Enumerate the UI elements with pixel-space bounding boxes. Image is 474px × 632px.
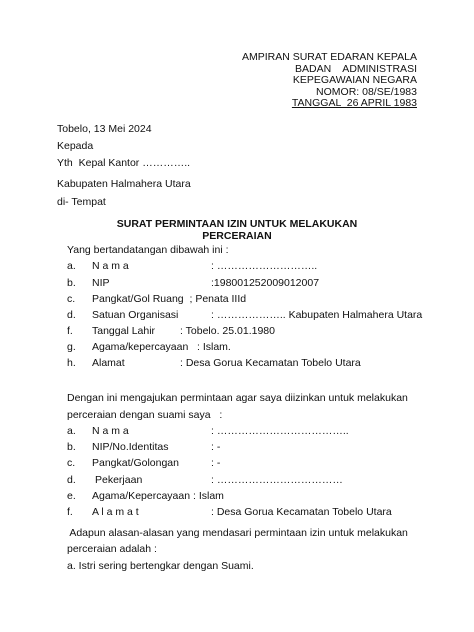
letter-title <box>0 219 474 242</box>
field-letter: c. <box>67 457 76 469</box>
applicant-field-unit <box>0 309 474 322</box>
field-letter: a. <box>67 260 76 272</box>
field-label: Satuan Organisasi <box>92 309 179 321</box>
applicant-field-nip <box>0 277 474 290</box>
header-line: KEPEGAWAIAN NEGARA <box>292 74 417 87</box>
field-label: Tanggal Lahir <box>92 325 156 337</box>
field-label: Agama/Kepercayaan : Islam <box>92 490 224 502</box>
recipient-region: Kabupaten Halmahera Utara <box>57 178 191 190</box>
applicant-field-rank <box>0 293 474 306</box>
field-label: Agama/kepercayaan <box>92 341 189 353</box>
field-letter: f. <box>67 506 73 518</box>
field-letter: g. <box>67 341 76 353</box>
header-line: NOMOR: 08/SE/1983 <box>316 85 417 98</box>
field-label: NIP/No.Identitas <box>92 441 169 453</box>
request-line-1: Dengan ini mengajukan permintaan agar saya diizinkan untuk melakukan <box>67 392 408 404</box>
field-label: NIP <box>92 277 110 289</box>
field-value: :198001252009012007 <box>211 277 320 289</box>
recipient-place: di- Tempat <box>57 196 106 208</box>
field-value: : - <box>211 457 221 469</box>
field-value: : ……………………….. <box>211 260 318 272</box>
spouse-field-occupation <box>0 474 474 487</box>
field-label: N a m a <box>92 260 129 272</box>
field-label: Pangkat/Gol Ruang ; Penata IIId <box>92 293 247 305</box>
field-letter: d. <box>67 474 76 486</box>
field-value: : Islam. <box>197 341 231 353</box>
field-letter: a. <box>67 425 76 437</box>
title-line-1: SURAT PERMINTAAN IZIN UNTUK MELAKUKAN <box>116 218 358 230</box>
reason-item-a: a. Istri sering bertengkar dengan Suami. <box>67 560 254 572</box>
field-letter: b. <box>67 277 76 289</box>
field-label: Pekerjaan <box>95 474 143 486</box>
applicant-field-religion <box>0 341 474 354</box>
spouse-field-name <box>0 425 474 438</box>
field-value: : ……………………………… <box>211 474 343 486</box>
circular-reference-header <box>242 52 417 110</box>
field-value: : ……………………………….. <box>211 425 349 437</box>
applicant-field-address <box>0 357 474 370</box>
field-value: : - <box>211 441 221 453</box>
place-date: Tobelo, 13 Mei 2024 <box>57 123 152 135</box>
header-line: BADAN ADMINISTRASI <box>295 62 417 75</box>
field-letter: f. <box>67 325 73 337</box>
field-letter: b. <box>67 441 76 453</box>
field-label: Alamat <box>92 357 125 369</box>
recipient-kepada: Kepada <box>57 140 94 152</box>
field-letter: c. <box>67 293 76 305</box>
reasons-line-1: Adapun alasan-alasan yang mendasari permintaan izin untuk melakukan <box>67 527 408 539</box>
field-label: A l a m a t <box>92 506 139 518</box>
intro-text: Yang bertandatangan dibawah ini : <box>67 244 229 256</box>
request-line-2: perceraian dengan suami saya : <box>67 409 223 421</box>
field-letter: d. <box>67 309 76 321</box>
header-line: AMPIRAN SURAT EDARAN KEPALA <box>241 51 417 63</box>
field-letter: e. <box>67 490 76 502</box>
spouse-field-id <box>0 441 474 454</box>
header-date-line: TANGGAL 26 APRIL 1983 <box>291 97 417 110</box>
field-value: : Tobelo. 25.01.1980 <box>180 325 275 337</box>
field-label: Pangkat/Golongan <box>92 457 179 469</box>
reasons-line-2: perceraian adalah : <box>67 543 157 555</box>
spouse-field-address <box>0 506 474 519</box>
applicant-field-name <box>0 260 474 273</box>
field-value: : Desa Gorua Kecamatan Tobelo Utara <box>211 506 392 518</box>
field-letter: h. <box>67 357 76 369</box>
field-value: : Desa Gorua Kecamatan Tobelo Utara <box>180 357 361 369</box>
title-line-2: PERCERAIAN <box>202 229 272 242</box>
spouse-field-rank <box>0 457 474 470</box>
field-value: : ……………….. Kabupaten Halmahera Utara <box>211 309 423 321</box>
spouse-field-religion <box>0 490 474 503</box>
field-label: N a m a <box>92 425 129 437</box>
applicant-field-birthdate <box>0 325 474 338</box>
recipient-yth: Yth Kepal Kantor ………….. <box>57 157 191 169</box>
